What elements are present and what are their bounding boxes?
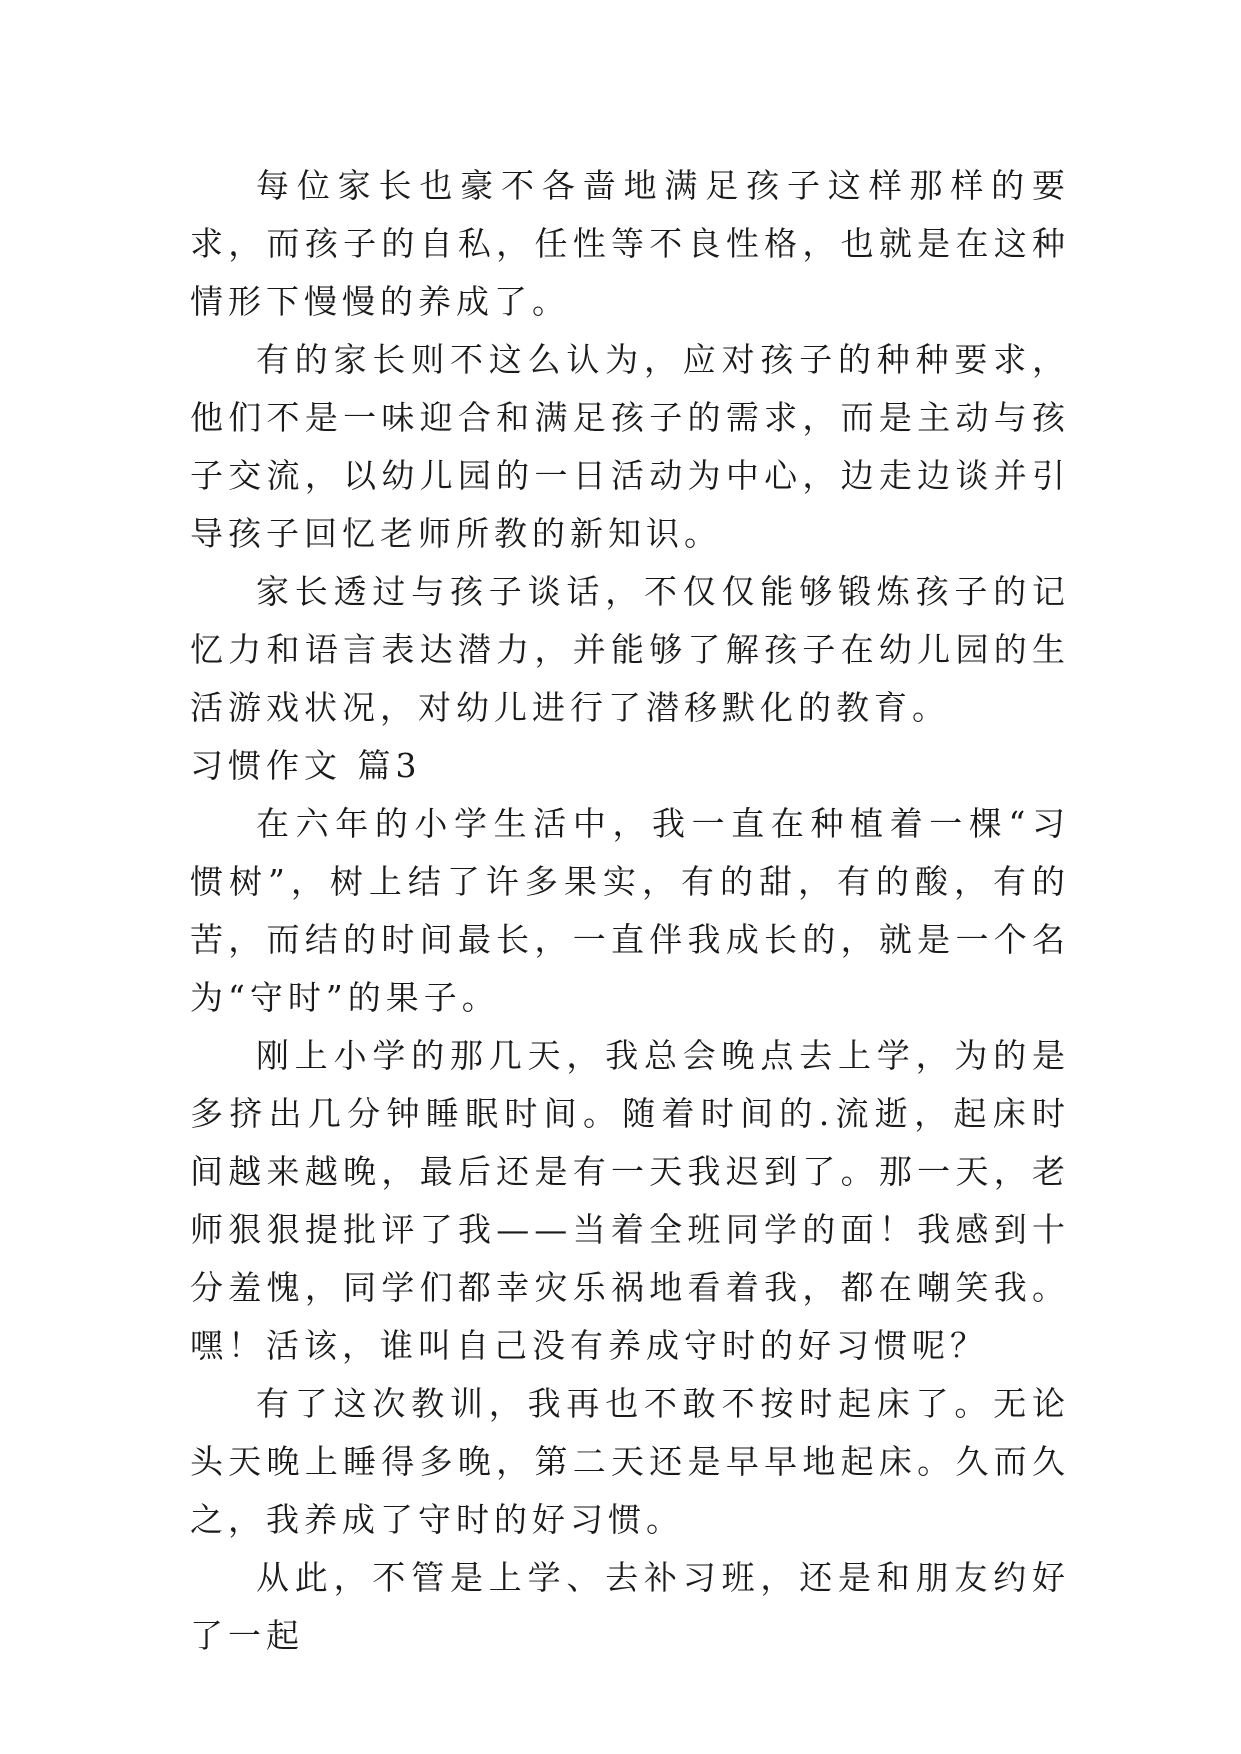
paragraph: 有的家长则不这么认为，应对孩子的种种要求，他们不是一味迎合和满足孩子的需求，而是主动与孩子交流，以幼儿园的一日活动为中心，边走边谈并引导孩子回忆老师所教的新知识。: [190, 340, 1070, 553]
paragraph: 在六年的小学生活中，我一直在种植着一棵“习惯树”，树上结了许多果实，有的甜，有的酸，有的苦，而结的时间最长，一直伴我成长的，就是一个名为“守时”的果子。: [190, 804, 1070, 1017]
paragraph: 有了这次教训，我再也不敢不按时起床了。无论头天晚上睡得多晚，第二天还是早早地起床。久而久之，我养成了守时的好习惯。: [190, 1384, 1070, 1539]
paragraph: 刚上小学的那几天，我总会晚点去上学，为的是多挤出几分钟睡眠时间。随着时间的.流逝，起床时间越来越晚，最后还是有一天我迟到了。那一天，老师狠狠提批评了我——当着全班同学的面！我感到十分羞愧，同学们都幸灾乐祸地看着我，都在嘲笑我。嘿！活该，谁叫自己没有养成守时的好习惯呢？: [190, 1036, 1070, 1365]
section-heading: 习惯作文 篇3: [190, 746, 422, 785]
paragraph: 每位家长也豪不各啬地满足孩子这样那样的要求，而孩子的自私，任性等不良性格，也就是在这种情形下慢慢的养成了。: [190, 166, 1070, 321]
document-body: [190, 157, 1070, 1665]
paragraph: 家长透过与孩子谈话，不仅仅能够锻炼孩子的记忆力和语言表达潜力，并能够了解孩子在幼儿园的生活游戏状况，对幼儿进行了潜移默化的教育。: [190, 572, 1070, 727]
paragraph: 从此，不管是上学、去补习班，还是和朋友约好了一起: [190, 1558, 1070, 1655]
